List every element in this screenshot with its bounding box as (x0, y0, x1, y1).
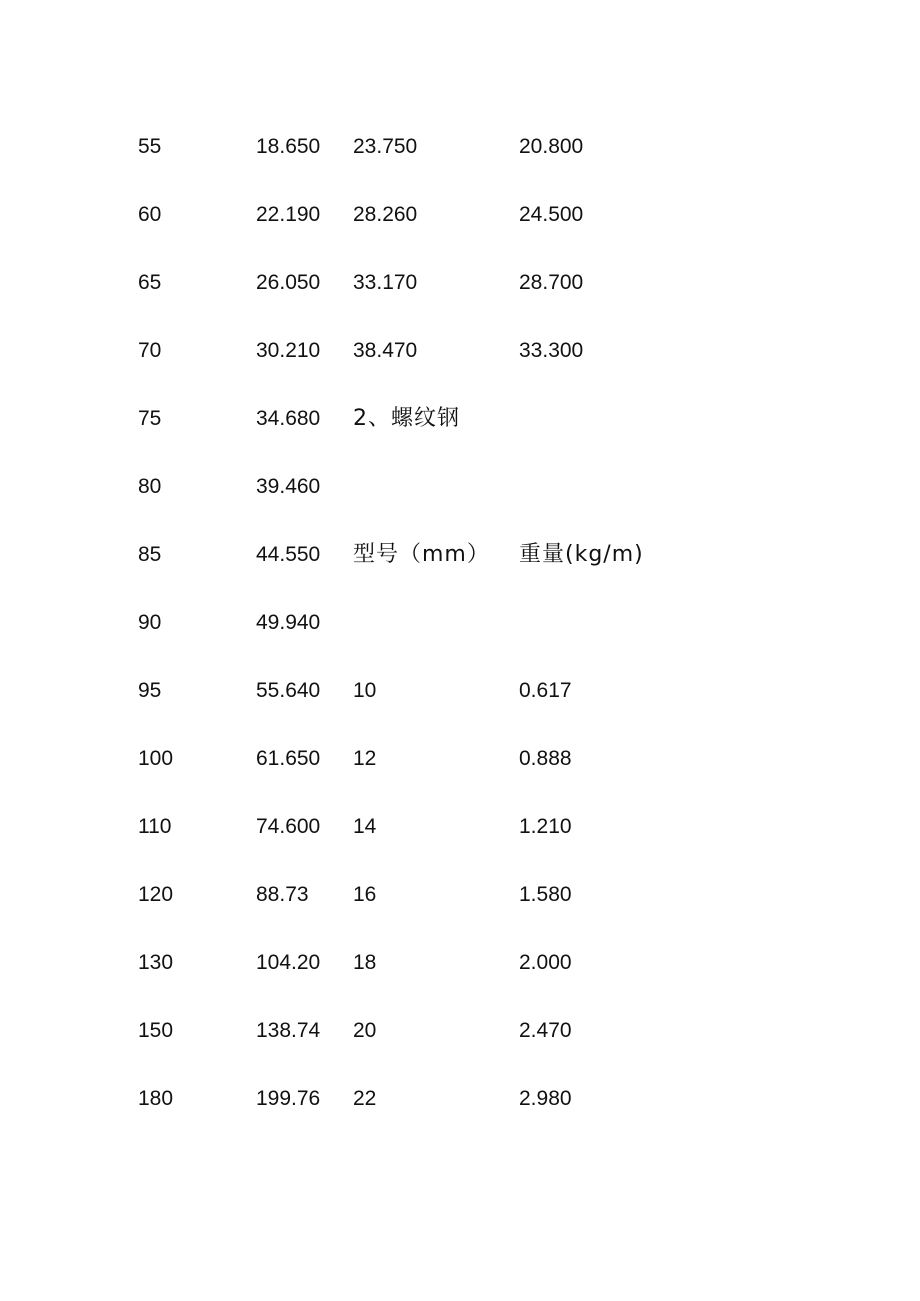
cell-value: 22 (353, 1087, 377, 1110)
cell-size: 90 (138, 611, 162, 634)
cell-weight: 26.050 (256, 271, 321, 294)
table-row (0, 813, 920, 853)
cell-value: 1.580 (519, 883, 572, 906)
cell-weight: 55.640 (256, 679, 321, 702)
column-header-weight: 重量(kg/m) (519, 542, 644, 567)
cell-size: 70 (138, 339, 162, 362)
table-row (0, 677, 920, 717)
table-row (0, 269, 920, 309)
cell-value: 28.700 (519, 271, 584, 294)
cell-value: 2.980 (519, 1087, 572, 1110)
cell-weight: 104.20 (256, 951, 321, 974)
cell-weight: 44.550 (256, 543, 321, 566)
cell-weight: 88.73 (256, 883, 309, 906)
table-row (0, 949, 920, 989)
cell-weight: 138.74 (256, 1019, 321, 1042)
cell-value: 24.500 (519, 203, 584, 226)
cell-weight: 74.600 (256, 815, 321, 838)
table-row (0, 541, 920, 581)
cell-size: 80 (138, 475, 162, 498)
cell-size: 120 (138, 883, 174, 906)
column-header-model: 型号（mm） (353, 542, 490, 567)
cell-weight: 34.680 (256, 407, 321, 430)
cell-size: 75 (138, 407, 162, 430)
cell-value: 0.888 (519, 747, 572, 770)
cell-weight: 199.76 (256, 1087, 321, 1110)
cell-size: 65 (138, 271, 162, 294)
cell-value: 23.750 (353, 135, 418, 158)
table-row (0, 201, 920, 241)
cell-weight: 18.650 (256, 135, 321, 158)
table-row (0, 405, 920, 445)
cell-weight: 30.210 (256, 339, 321, 362)
cell-value: 2.000 (519, 951, 572, 974)
cell-size: 100 (138, 747, 174, 770)
cell-value: 20.800 (519, 135, 584, 158)
cell-value: 0.617 (519, 679, 572, 702)
cell-weight: 22.190 (256, 203, 321, 226)
cell-size: 130 (138, 951, 174, 974)
cell-size: 110 (138, 815, 172, 838)
cell-size: 150 (138, 1019, 174, 1042)
cell-value: 10 (353, 679, 377, 702)
cell-weight: 39.460 (256, 475, 321, 498)
cell-value: 28.260 (353, 203, 418, 226)
cell-value: 38.470 (353, 339, 418, 362)
table-row (0, 473, 920, 513)
cell-value: 20 (353, 1019, 377, 1042)
table-row (0, 881, 920, 921)
cell-value: 33.170 (353, 271, 418, 294)
cell-size: 60 (138, 203, 162, 226)
cell-size: 180 (138, 1087, 174, 1110)
cell-value: 12 (353, 747, 377, 770)
table-row (0, 133, 920, 173)
table-row (0, 745, 920, 785)
cell-size: 95 (138, 679, 162, 702)
cell-size: 55 (138, 135, 162, 158)
cell-size: 85 (138, 543, 162, 566)
cell-value: 2.470 (519, 1019, 572, 1042)
cell-value: 16 (353, 883, 377, 906)
cell-value: 1.210 (519, 815, 572, 838)
section-heading: 2、螺纹钢 (353, 406, 460, 431)
table-row (0, 1085, 920, 1125)
cell-weight: 49.940 (256, 611, 321, 634)
table-row (0, 1017, 920, 1057)
cell-value: 14 (353, 815, 377, 838)
table-row (0, 337, 920, 377)
table-row (0, 609, 920, 649)
cell-value: 18 (353, 951, 377, 974)
cell-weight: 61.650 (256, 747, 321, 770)
cell-value: 33.300 (519, 339, 584, 362)
